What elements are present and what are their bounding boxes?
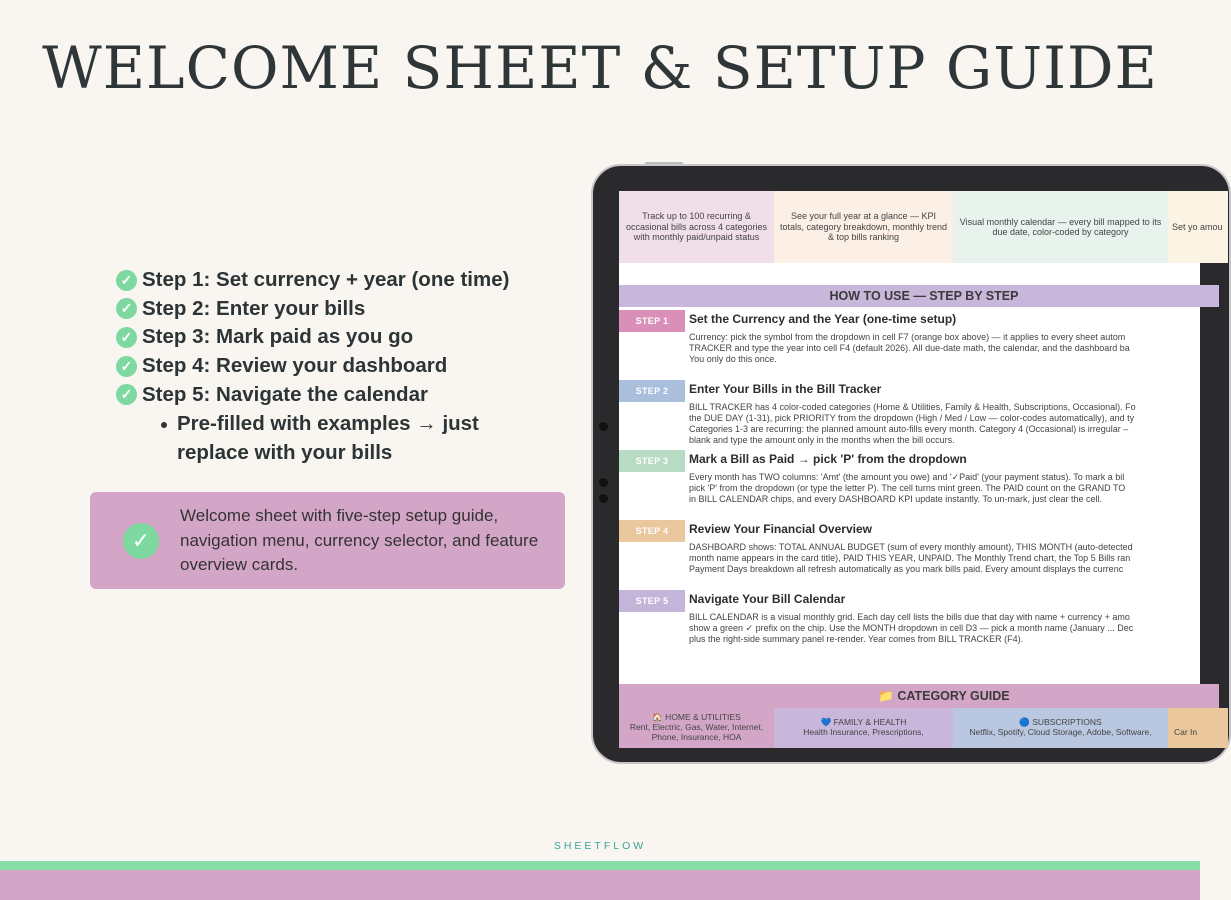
step-item: ✓ Step 5: Navigate the calendar bbox=[116, 380, 586, 409]
bullet-dot-icon bbox=[161, 422, 167, 428]
step-list bbox=[116, 266, 586, 409]
step-body: Currency: pick the symbol from the dropdown in cell F7 (orange box above) — it applies to every sheet autom TRACKER and type the year into cell F4 (default 2026). All due-date math, the calendar, and the dashboard ba You only do this once. bbox=[689, 332, 1130, 364]
feature-card: Set yo amou bbox=[1168, 191, 1228, 263]
step-title: Mark a Bill as Paid → pick 'P' from the dropdown bbox=[689, 452, 967, 466]
step-title: Enter Your Bills in the Bill Tracker bbox=[689, 382, 882, 396]
step-badge: STEP 5 bbox=[619, 590, 685, 612]
feature-card: Visual monthly calendar — every bill mapped to its due date, color-coded by category bbox=[953, 191, 1168, 263]
check-circle-icon: ✓ bbox=[116, 384, 137, 405]
how-to-header: HOW TO USE — STEP BY STEP bbox=[619, 285, 1219, 307]
tablet-screen bbox=[619, 191, 1223, 742]
callout-text: Welcome sheet with five-step setup guide, navigation menu, currency selector, and feature overview cards. bbox=[180, 506, 539, 574]
tablet-sensor-icon bbox=[599, 494, 608, 503]
category-card: 💙 FAMILY & HEALTH Health Insurance, Prescriptions, bbox=[774, 708, 953, 748]
step-body: Every month has TWO columns: 'Amt' (the amount you owe) and '✓Paid' (your payment status). To mark a bil pick 'P' from the dropdown (or type the letter P). The cell turns mint green. The PAID count on the GRAND TO in BILL CALENDAR chips, and every DASHBOARD KPI update instantly. To un-mark, just clear the cell. bbox=[689, 472, 1126, 504]
step-badge: STEP 3 bbox=[619, 450, 685, 472]
feature-callout bbox=[90, 492, 565, 589]
category-card: 🏠 HOME & UTILITIES Rent, Electric, Gas, Water, Internet, Phone, Insurance, HOA bbox=[619, 708, 774, 748]
brand-name: SHEETFLOW bbox=[553, 840, 647, 852]
step-badge: STEP 1 bbox=[619, 310, 685, 332]
step-item: ✓ Step 4: Review your dashboard bbox=[116, 352, 586, 381]
step-item: ✓ Step 3: Mark paid as you go bbox=[116, 323, 586, 352]
step-item: ✓ Step 2: Enter your bills bbox=[116, 295, 586, 324]
page-title: WELCOME SHEET & SETUP GUIDE bbox=[42, 34, 1158, 102]
feature-card: See your full year at a glance — KPI totals, category breakdown, monthly trend & top bills ranking bbox=[774, 191, 953, 263]
category-guide-header: 📁 CATEGORY GUIDE bbox=[619, 684, 1219, 708]
tablet-sensor-icon bbox=[599, 478, 608, 487]
category-card: Car In bbox=[1168, 708, 1228, 748]
feature-card: Track up to 100 recurring & occasional bills across 4 categories with monthly paid/unpaid status bbox=[619, 191, 774, 263]
category-card: 🔵 SUBSCRIPTIONS Netflix, Spotify, Cloud Storage, Adobe, Software, bbox=[953, 708, 1168, 748]
tablet-camera-icon bbox=[599, 422, 608, 431]
footer-stripe bbox=[0, 870, 1200, 900]
step-body: DASHBOARD shows: TOTAL ANNUAL BUDGET (sum of every monthly amount), THIS MONTH (auto-detected month name appears in the card title), PAID THIS YEAR, UNPAID. The Monthly Trend chart, the Top 5 Bills ran Payment Days breakdown all refresh automatically as you mark bills paid. Every amount displays the currenc bbox=[689, 542, 1133, 574]
step-title: Review Your Financial Overview bbox=[689, 522, 872, 536]
step-badge: STEP 4 bbox=[619, 520, 685, 542]
step-title: Navigate Your Bill Calendar bbox=[689, 592, 846, 606]
check-circle-icon: ✓ bbox=[123, 523, 159, 559]
check-circle-icon: ✓ bbox=[116, 327, 137, 348]
check-circle-icon: ✓ bbox=[116, 356, 137, 377]
feature-cards bbox=[619, 191, 1223, 263]
check-circle-icon: ✓ bbox=[116, 270, 137, 291]
step-body: BILL CALENDAR is a visual monthly grid. Each day cell lists the bills due that day with name + currency + amo show a green ✓ prefix on the chip. Use the MONTH dropdown in cell D3 — pick a month name (January ... Dec plus the right-side summary panel re-render. Year comes from BILL TRACKER (F4). bbox=[689, 612, 1134, 644]
step-title: Set the Currency and the Year (one-time setup) bbox=[689, 312, 957, 326]
footer-stripe bbox=[0, 861, 1200, 870]
check-circle-icon: ✓ bbox=[116, 298, 137, 319]
step-body: BILL TRACKER has 4 color-coded categories (Home & Utilities, Family & Health, Subscriptions, Occasional). Fo the DUE DAY (1-31), pick PRIORITY from the dropdown (High / Med / Low — color-codes automatically), and ty Categories 1-3 are recurring: the planned amount auto-fills every month. Category 4 (Occasional) is irregular – blank and type the amount only in the months when the bill occurs. bbox=[689, 402, 1136, 445]
step-item: ✓ Step 1: Set currency + year (one time) bbox=[116, 266, 586, 295]
step-badge: STEP 2 bbox=[619, 380, 685, 402]
